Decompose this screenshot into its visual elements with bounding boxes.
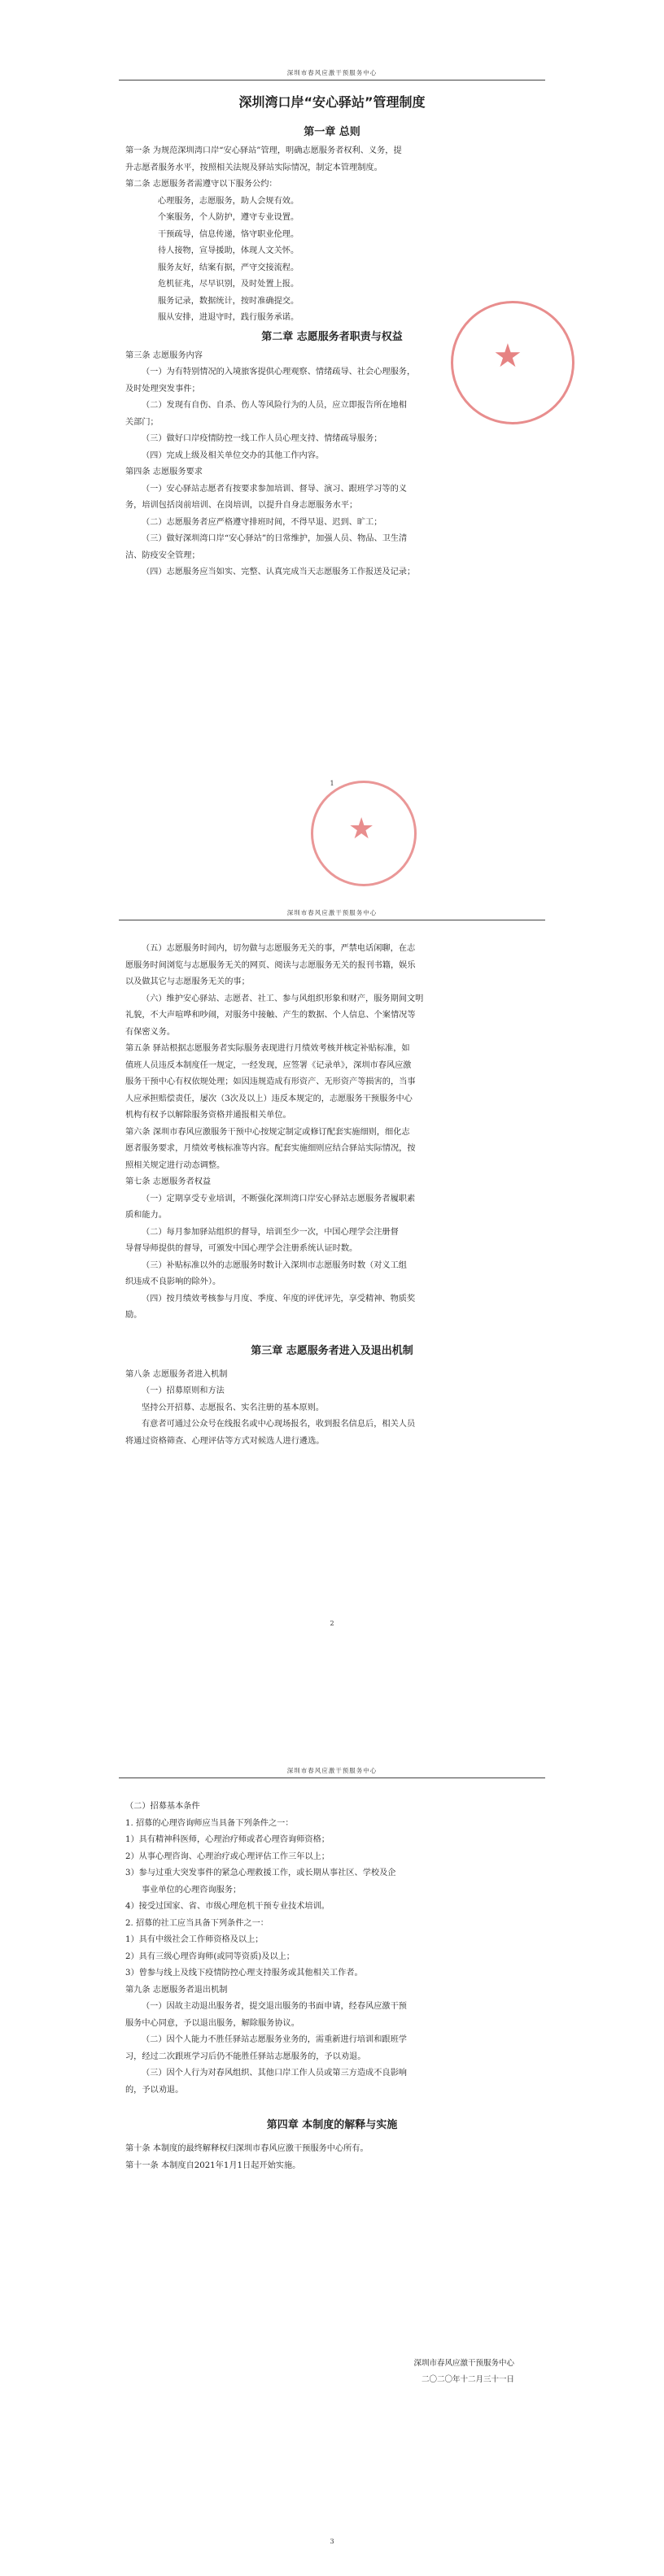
text-line: 第七条 志愿服务者权益	[125, 1177, 212, 1186]
text-line: 服务记录，数据统计，按时准确提交。	[158, 296, 299, 306]
text-line: （三）做好口岸疫情防控一线工作人员心理支持、情绪疏导服务；	[142, 434, 382, 443]
text-line: 关部门；	[125, 417, 159, 427]
text-line: 人应承担赔偿责任，屡次（3次及以上）违反本规定的，志愿服务干预服务中心	[125, 1094, 413, 1103]
text-line: 危机征兆，尽早识别，及时处置上报。	[158, 280, 299, 289]
text-line: 将通过资格筛查、心理评估等方式对候选人进行遴选。	[125, 1436, 325, 1446]
text-line: 3）曾参与线上及线下疫情防控心理支持服务或其他相关工作者。	[125, 1969, 363, 1978]
text-line: 第三条 志愿服务内容	[125, 350, 203, 360]
text-line: 干预疏导，信息传递，恪守职业伦理。	[158, 229, 299, 239]
text-line: 2. 招募的社工应当具备下列条件之一：	[125, 1918, 269, 1928]
text-line: （一）为有特别情况的入境旅客提供心理观察、情绪疏导、社会心理服务，	[142, 368, 416, 376]
text-lines	[125, 941, 539, 1450]
text-line: 3）参与过重大突发事件的紧急心理救援工作，或长期从事社区、学校及企	[125, 1869, 396, 1878]
text-line: 习，经过二次跟班学习后仍不能胜任驿站志愿服务的，予以劝退。	[125, 2052, 366, 2061]
text-line: （一）安心驿站志愿者有按要求参加培训、督导、演习、跟班学习等的义	[142, 484, 407, 494]
text-line: （六）维护安心驿站、志愿者、社工、参与风组织形象和财产，服务期间文明	[142, 994, 424, 1003]
document-page-2	[94, 890, 570, 1655]
text-line: （二）因个人能力不胜任驿站志愿服务业务的，需重新进行培训和跟班学	[142, 2035, 407, 2044]
document-title: 深圳湾口岸“安心驿站”管理制度	[238, 94, 426, 110]
page-header: 深圳市春风应激干预服务中心	[119, 1766, 545, 1778]
text-line: （二）招募基本条件	[125, 1802, 200, 1811]
text-line: （四）完成上级及相关单位交办的其他工作内容。	[142, 450, 325, 460]
text-line: （三）补贴标准以外的志愿服务时数计入深圳市志愿服务时数（对义工组	[142, 1260, 407, 1270]
text-line: 的，予以劝退。	[125, 2085, 184, 2095]
text-line: 第九条 志愿服务者退出机制	[125, 1985, 228, 1995]
text-line: 第一条 为规范深圳湾口岸“安心驿站”管理，明确志愿服务者权利、义务，提	[125, 146, 402, 155]
page-number: 3	[330, 2538, 334, 2545]
text-line: 事业单位的心理咨询服务；	[142, 1885, 242, 1895]
text-line: （三）做好深圳湾口岸“安心驿站”的日常维护，加强人员、物品、卫生清	[142, 534, 408, 543]
text-line: 洁、防疫安全管理；	[125, 550, 200, 560]
text-line: 礼貌，不大声喧哗和吵闹，对服务中接触、产生的数据、个人信息、个案情况等	[125, 1011, 416, 1020]
signature-org: 深圳市春风应激干预服务中心	[413, 2359, 514, 2368]
official-seal	[451, 301, 522, 424]
page-number: 2	[330, 1620, 334, 1627]
page-header: 深圳市春风应激干预服务中心	[119, 908, 545, 920]
signature-date: 二〇二〇年十二月三十一日	[421, 2375, 514, 2384]
text-line: 1）具有中级社会工作师资格及以上；	[125, 1935, 264, 1944]
text-line: （二）志愿服务者应严格遵守排班时间，不得早退、迟到、旷工；	[142, 517, 382, 527]
text-line: 第六条 深圳市春风应激服务干预中心按规定制定或修订配套实施细则，细化志	[125, 1127, 410, 1137]
text-line: 第十条 本制度的最终解释权归深圳市春风应激干预服务中心所有。	[125, 2144, 369, 2153]
signature-seal	[311, 781, 417, 886]
chapter-heading: 第二章 志愿服务者职责与权益	[261, 330, 403, 343]
text-line: 2）从事心理咨询、心理治疗或心理评估工作三年以上；	[125, 1852, 330, 1861]
text-line: 待人接物，宣导援助，体现人文关怀。	[158, 246, 299, 255]
text-line: （五）志愿服务时间内，切勿做与志愿服务无关的事，严禁电话闲聊，在志	[142, 944, 416, 953]
text-line: 有保密义务。	[125, 1027, 176, 1037]
text-line: 以及做其它与志愿服务无关的事；	[125, 977, 250, 986]
page-header: 深圳市春风应激干预服务中心	[119, 68, 545, 80]
text-line: 质和能力。	[125, 1211, 167, 1220]
text-line: 服务干预中心有权依规处理；如因违规造成有形资产、无形资产等损害的，当事	[125, 1077, 416, 1086]
document-page-1	[94, 50, 570, 815]
text-line: 坚持公开招募、志愿报名、实名注册的基本原则。	[142, 1403, 325, 1412]
text-line: 导督导师提供的督导，可颁发中国心理学会注册系统认证时数。	[125, 1244, 358, 1253]
text-line: 照相关规定进行动态调整。	[125, 1160, 225, 1170]
text-line: 个案服务，个人防护，遵守专业设置。	[158, 213, 299, 222]
text-line: 心理服务，志愿服务，助人会规有效。	[158, 196, 299, 206]
text-line: （一）招募原则和方法	[142, 1386, 225, 1395]
chapter-heading: 第一章 总则	[304, 126, 360, 138]
text-line: 有意者可通过公众号在线报名或中心现场报名，收到报名信息后，相关人员	[142, 1420, 416, 1429]
seal-star-icon: ★	[348, 812, 375, 846]
text-line: （一）定期享受专业培训，不断强化深圳湾口岸安心驿站志愿服务者履职素	[142, 1194, 416, 1203]
page-body	[125, 941, 539, 1450]
text-line: 第四条 志愿服务要求	[125, 468, 203, 476]
text-line: 愿服务时间浏览与志愿服务无关的网页、阅读与志愿服务无关的报刊书籍，娱乐	[125, 960, 416, 970]
text-line: 及时处理突发事件；	[125, 384, 200, 394]
text-line: 织违成不良影响的除外）。	[125, 1277, 221, 1286]
seal-star-icon: ★	[493, 337, 522, 375]
text-line: 1）具有精神科医师，心理治疗师或者心理咨询师资格；	[125, 1835, 330, 1844]
text-lines	[125, 1799, 539, 2174]
text-line: 务，培训包括岗前培训、在岗培训，以提升自身志愿服务水平；	[125, 501, 358, 510]
chapter-heading: 第四章 本制度的解释与实施	[266, 2119, 398, 2131]
text-line: 愿者服务要求，月绩效考核标准等内容。配套实施细则应结合驿站实际情况，按	[125, 1144, 416, 1153]
text-line: 服从安排，进退守时，践行服务承诺。	[158, 313, 299, 322]
text-line: 服务中心同意，予以退出服务，解除服务协议。	[125, 2018, 299, 2028]
text-line: 第二条 志愿服务者需遵守以下服务公约：	[125, 180, 277, 189]
text-line: （三）因个人行为对春风组织、其他口岸工作人员或第三方造成不良影响	[142, 2069, 407, 2078]
text-line: 第十一条 本制度自2021年1月1日起开始实施。	[125, 2160, 301, 2170]
text-line: （四）按月绩效考核参与月度、季度、年度的评优评先，享受精神、物质奖	[142, 1294, 416, 1303]
text-line: 励。	[125, 1311, 142, 1320]
page-body	[125, 1799, 539, 2174]
text-line: 升志愿者服务水平，按照相关法规及驿站实际情况，制定本管理制度。	[125, 163, 382, 172]
text-line: 机构有权予以解除服务资格并通报相关单位。	[125, 1111, 291, 1120]
text-line: 1. 招募的心理咨询师应当具备下列条件之一：	[125, 1818, 294, 1828]
text-line: 第八条 志愿服务者进入机制	[125, 1369, 228, 1379]
text-line: （一）因故主动退出服务者，提交退出服务的书面申请，经春风应激干预	[142, 2002, 407, 2011]
page-number: 1	[330, 780, 334, 787]
text-line: （二）每月参加驿站组织的督导，培训至少一次，中国心理学会注册督	[142, 1227, 399, 1237]
text-line: 2）具有三级心理咨询师(或同等资质)及以上；	[125, 1952, 295, 1961]
text-line: （二）发现有自伤、自杀、伤人等风险行为的人员，应立即报告所在地相	[142, 401, 407, 410]
text-line: 服务友好，结案有据，严守交接流程。	[158, 263, 299, 272]
text-line: 值班人员违反本制度任一规定，一经发现，应签署《记录单》，深圳市春风应激	[125, 1060, 412, 1070]
text-line: 第五条 驿站根据志愿服务者实际服务表现进行月绩效考核并核定补贴标准，如	[125, 1044, 410, 1053]
chapter-heading: 第三章 志愿服务者进入及退出机制	[251, 1344, 413, 1357]
document-page-3	[94, 1748, 570, 2561]
text-line: （四）志愿服务应当如实、完整、认真完成当天志愿服务工作报送及记录；	[142, 568, 416, 577]
text-line: 4）接受过国家、省、市级心理危机干预专业技术培训。	[125, 1902, 330, 1911]
